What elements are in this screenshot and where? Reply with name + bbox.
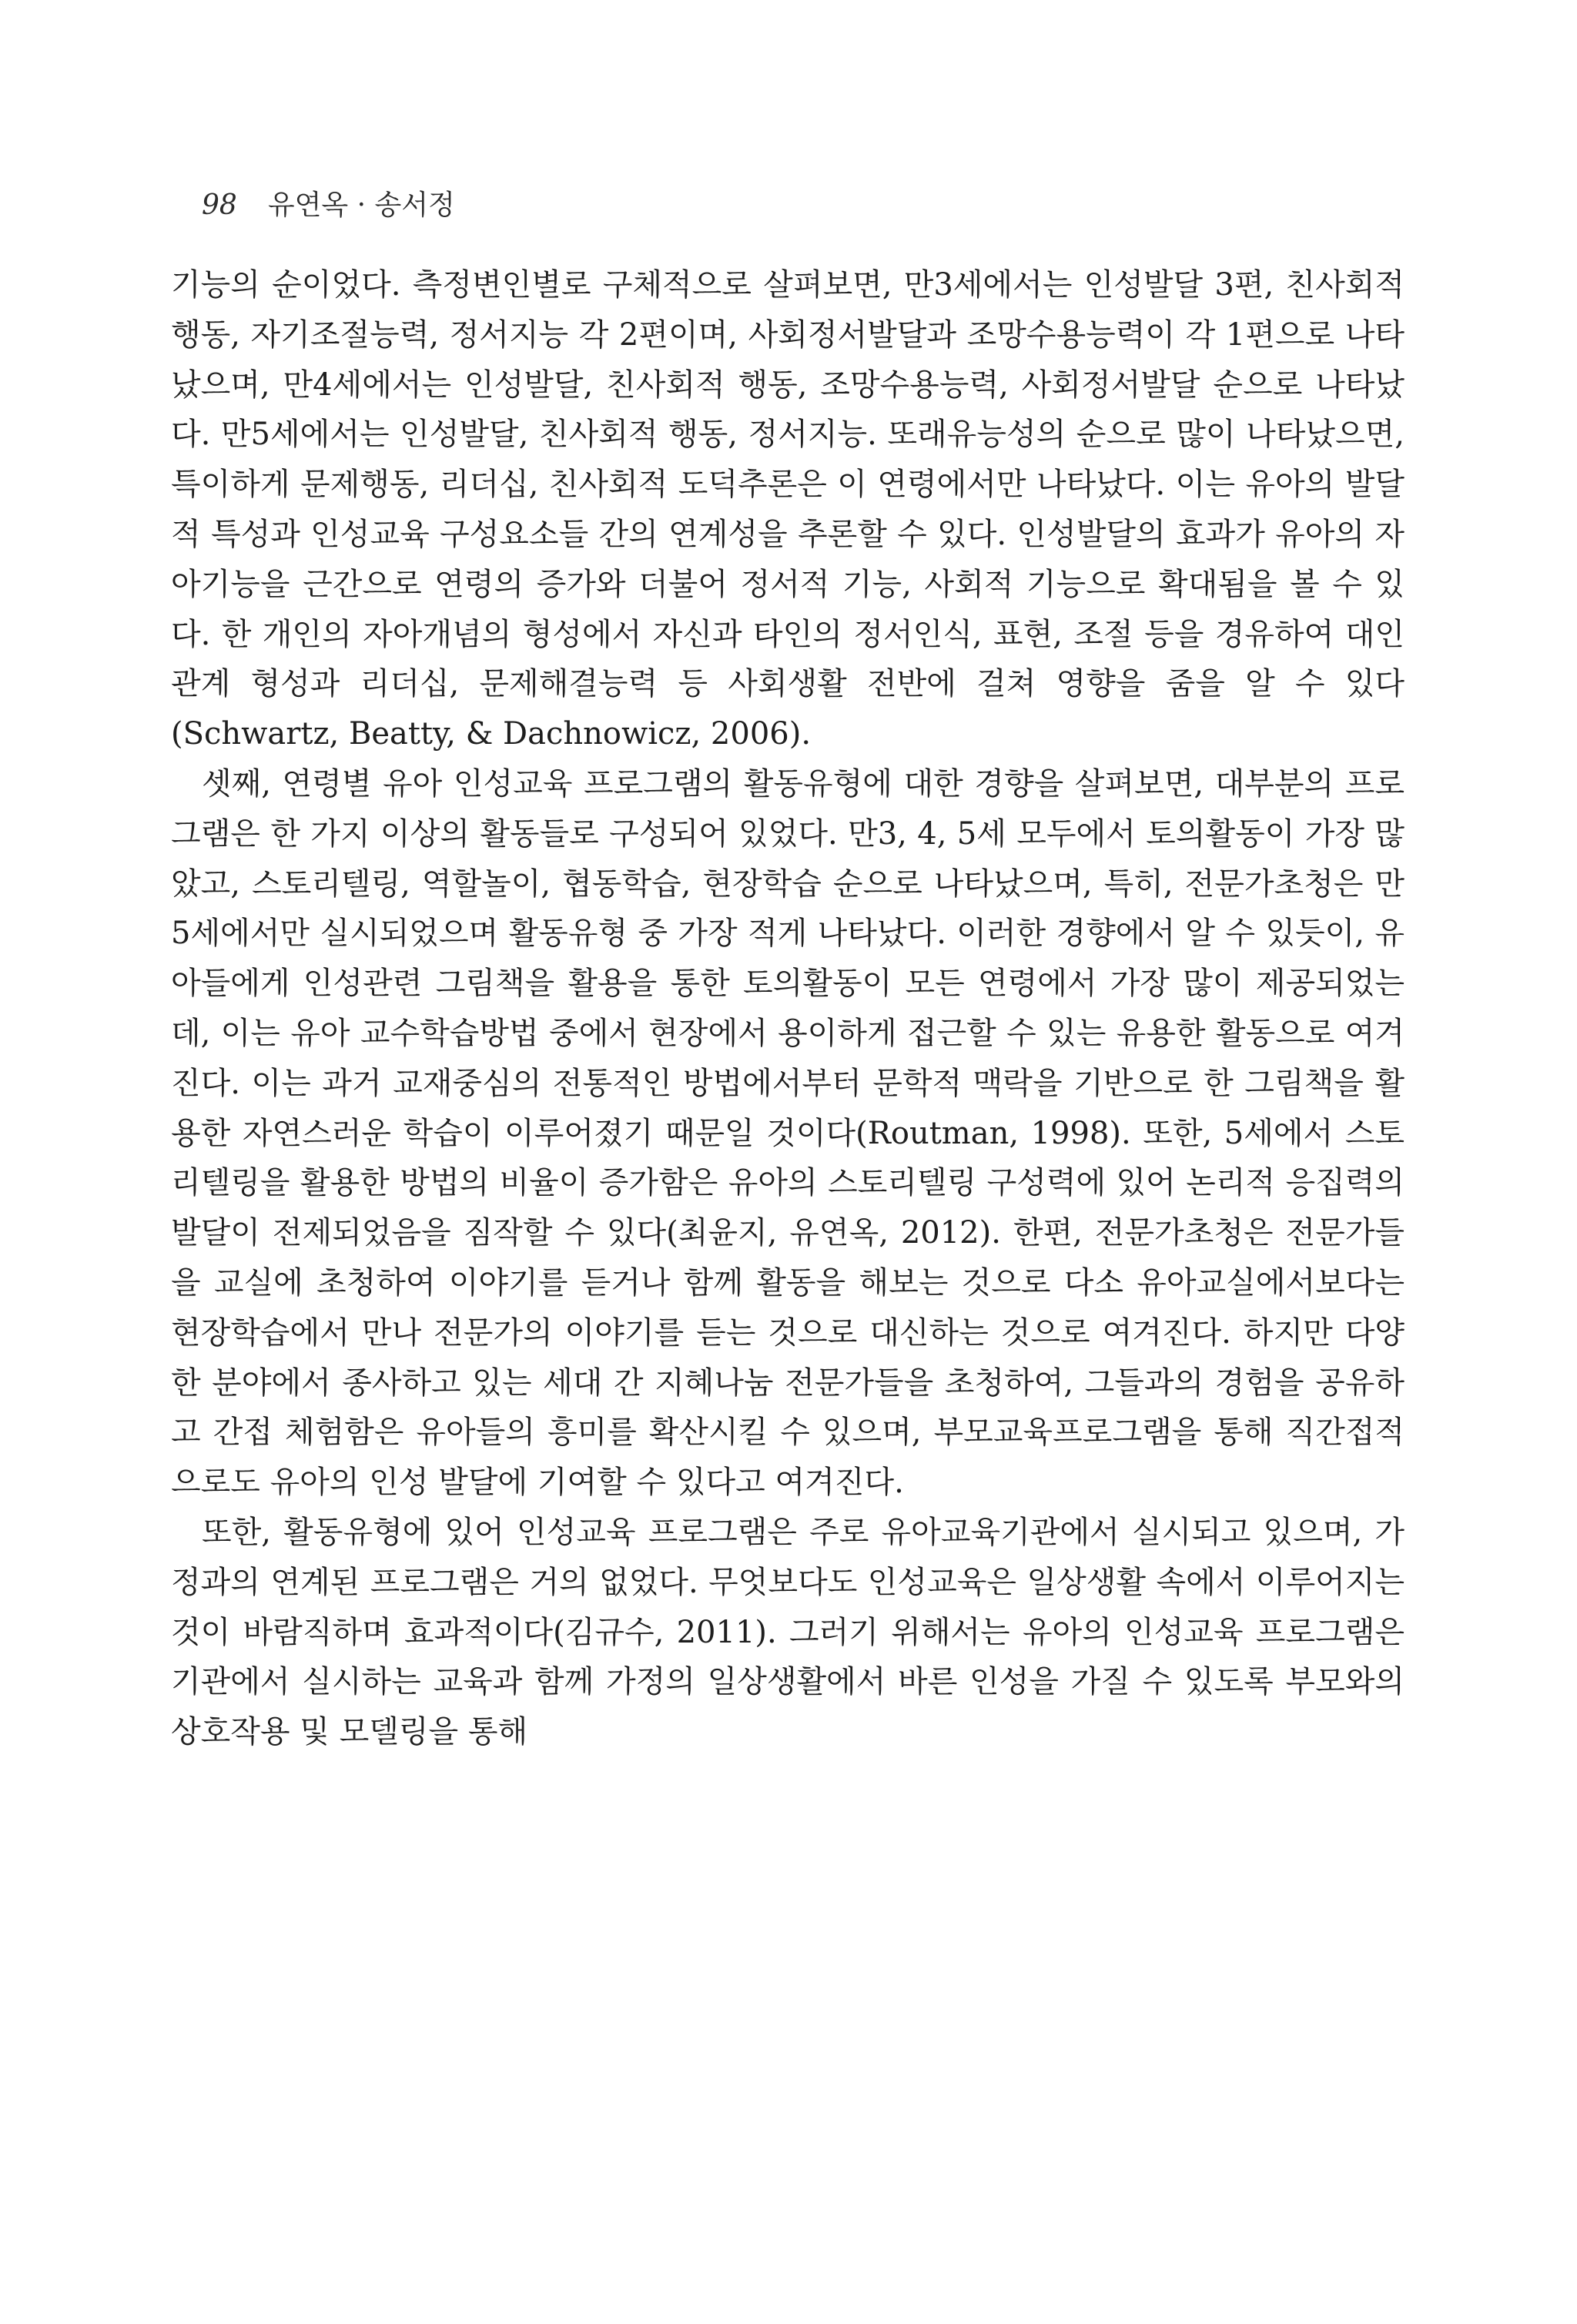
paragraph-1: 기능의 순이었다. 측정변인별로 구체적으로 살펴보면, 만3세에서는 인성발달 3편, 친사회적 행동, 자기조절능력, 정서지능 각 2편이며, 사회정서발달과 조망수용능력이 각 1편으로 나타났으며, 만4세에서는 인성발달, 친사회적 행동, 조망수용능력, 사회정서발달 순으로 나타났다. 만5세에서는 인성발달, 친사회적 행동, 정서지능. 또래유능성의 순으로 많이 나타났으면, 특이하게 문제행동, 리더십, 친사회적 도덕추론은 이 연령에서만 나타났다. 이는 유아의 발달적 특성과 인성교육 구성요소들 간의 연계성을 추론할 수 있다. 인성발달의 효과가 유아의 자아기능을 근간으로 연령의 증가와 더불어 정서적 기능, 사회적 기능으로 확대됨을 볼 수 있다. 한 개인의 자아개념의 형성에서 자신과 타인의 정서인식, 표현, 조절 등을 경유하여 대인관계 형성과 리더십, 문제해결능력 등 사회생활 전반에 걸쳐 영향을 줌을 알 수 있다(Schwartz, Beatty, & Dachnowicz, 2006).: [171, 267, 1405, 752]
paragraph-3: 또한, 활동유형에 있어 인성교육 프로그램은 주로 유아교육기관에서 실시되고 있으며, 가정과의 연계된 프로그램은 거의 없었다. 무엇보다도 인성교육은 일상생활 속에서 이루어지는 것이 바람직하며 효과적이다(김규수, 2011). 그러기 위해서는 유아의 인성교육 프로그램은 기관에서 실시하는 교육과 함께 가정의 일상생활에서 바른 인성을 가질 수 있도록 부모와의 상호작용 및 모델링을 통해: [171, 1514, 1405, 1750]
header-authors: 유연옥 · 송서정: [267, 189, 455, 221]
running-header: [202, 183, 455, 223]
paragraph-2: 셋째, 연령별 유아 인성교육 프로그램의 활동유형에 대한 경향을 살펴보면, 대부분의 프로그램은 한 가지 이상의 활동들로 구성되어 있었다. 만3, 4, 5세 모두에서 토의활동이 가장 많았고, 스토리텔링, 역할놀이, 협동학습, 현장학습 순으로 나타났으며, 특히, 전문가초청은 만5세에서만 실시되었으며 활동유형 중 가장 적게 나타났다. 이러한 경향에서 알 수 있듯이, 유아들에게 인성관련 그림책을 활용을 통한 토의활동이 모든 연령에서 가장 많이 제공되었는데, 이는 유아 교수학습방법 중에서 현장에서 용이하게 접근할 수 있는 유용한 활동으로 여겨진다. 이는 과거 교재중심의 전통적인 방법에서부터 문학적 맥락을 기반으로 한 그림책을 활용한 자연스러운 학습이 이루어졌기 때문일 것이다(Routman, 1998). 또한, 5세에서 스토리텔링을 활용한 방법의 비율이 증가함은 유아의 스토리텔링 구성력에 있어 논리적 응집력의 발달이 전제되었음을 짐작할 수 있다(최윤지, 유연옥, 2012). 한편, 전문가초청은 전문가들을 교실에 초청하여 이야기를 듣거나 함께 활동을 해보는 것으로 다소 유아교실에서보다는 현장학습에서 만나 전문가의 이야기를 듣는 것으로 대신하는 것으로 여겨진다. 하지만 다양한 분야에서 종사하고 있는 세대 간 지혜나눔 전문가들을 초청하여, 그들과의 경험을 공유하고 간접 체험함은 유아들의 흥미를 확산시킬 수 있으며, 부모교육프로그램을 통해 직간접적으로도 유아의 인성 발달에 기여할 수 있다고 여겨진다.: [171, 765, 1405, 1501]
body-text: [171, 260, 1405, 1757]
page-number: 98: [202, 189, 237, 221]
